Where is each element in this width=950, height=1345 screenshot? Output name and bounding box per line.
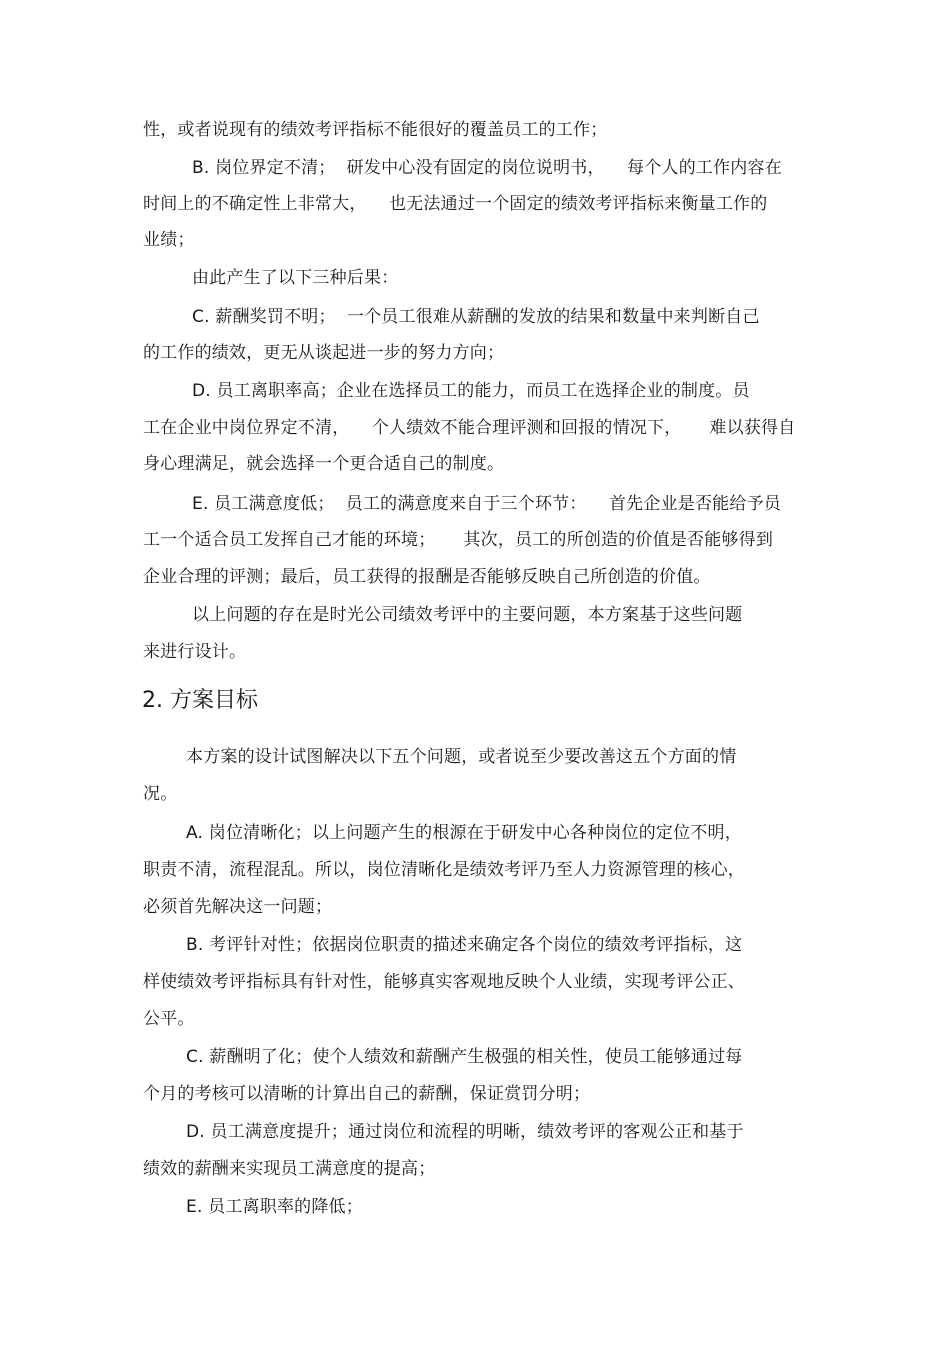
text-line: 公平。	[143, 1009, 195, 1029]
text-line: 时间上的不确定性上非常大， 也无法通过一个固定的绩效考评指标来衡量工作的	[143, 194, 768, 214]
text-line: 来进行设计。	[143, 642, 247, 662]
text-line: 绩效的薪酬来实现员工满意度的提高；	[143, 1159, 436, 1179]
text-line: 职责不清，流程混乱。所以，岗位清晰化是绩效考评乃至人力资源管理的核心，	[143, 860, 745, 880]
text-line: 个月的考核可以清晰的计算出自己的薪酬，保证赏罚分明；	[143, 1084, 591, 1104]
text-line: D. 员工离职率高；企业在选择员工的能力，而员工在选择企业的制度。员	[192, 381, 750, 401]
text-line: 样使绩效考评指标具有针对性，能够真实客观地反映个人业绩，实现考评公正、	[143, 972, 745, 992]
text-line: 工在企业中岗位界定不清， 个人绩效不能合理评测和回报的情况下， 难以获得自	[143, 418, 796, 438]
text-line: E. 员工离职率的降低；	[186, 1197, 363, 1217]
text-line: A. 岗位清晰化；以上问题产生的根源在于研发中心各种岗位的定位不明，	[186, 823, 742, 843]
text-line: 本方案的设计试图解决以下五个问题，或者说至少要改善这五个方面的情	[186, 747, 737, 767]
text-line: B. 岗位界定不清； 研发中心没有固定的岗位说明书， 每个人的工作内容在	[192, 158, 782, 178]
text-line: 必须首先解决这一问题；	[143, 897, 333, 917]
text-line: 的工作的绩效，更无从谈起进一步的努力方向；	[143, 343, 505, 363]
text-line: C. 薪酬奖罚不明； 一个员工很难从薪酬的发放的结果和数量中来判断自己	[192, 307, 760, 327]
text-line: 身心理满足，就会选择一个更合适自己的制度。	[143, 454, 505, 474]
text-line: E. 员工满意度低； 员工的满意度来自于三个环节： 首先企业是否能给予员	[192, 494, 781, 514]
text-line: C. 薪酬明了化；使个人绩效和薪酬产生极强的相关性，使员工能够通过每	[186, 1047, 743, 1067]
text-line: D. 员工满意度提升；通过岗位和流程的明晰，绩效考评的客观公正和基于	[186, 1122, 744, 1142]
text-line: 企业合理的评测；最后，员工获得的报酬是否能够反映自己所创造的价值。	[143, 567, 711, 587]
text-line: B. 考评针对性；依据岗位职责的描述来确定各个岗位的绩效考评指标，这	[186, 935, 743, 955]
section-heading: 2. 方案目标	[142, 688, 258, 713]
text-line: 性，或者说现有的绩效考评指标不能很好的覆盖员工的工作；	[143, 120, 608, 140]
text-line: 以上问题的存在是时光公司绩效考评中的主要问题，本方案基于这些问题	[192, 605, 743, 625]
text-line: 由此产生了以下三种后果：	[192, 268, 399, 288]
text-line: 业绩；	[143, 230, 195, 250]
text-line: 况。	[143, 784, 178, 804]
text-line: 工一个适合员工发挥自己才能的环境； 其次，员工的所创造的价值是否能够得到	[143, 530, 774, 550]
